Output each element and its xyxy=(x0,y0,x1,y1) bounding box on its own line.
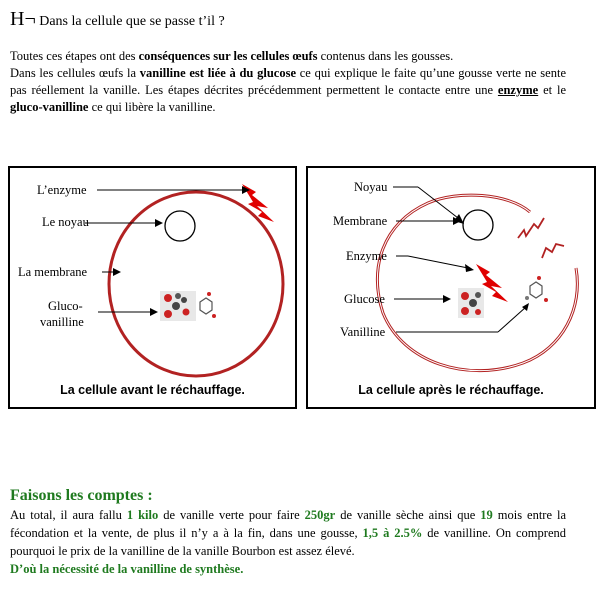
intro-text: Dans les cellules œufs la xyxy=(10,66,140,80)
summary-text: de vanille sèche ainsi que xyxy=(335,508,481,522)
summary-highlight: 250gr xyxy=(304,508,336,522)
summary-highlight: 1 kilo xyxy=(126,508,159,522)
glucose-molecule-icon xyxy=(458,288,484,318)
summary-section xyxy=(10,486,566,578)
membrane-fragment xyxy=(518,218,544,238)
section-letter: H¬ xyxy=(10,8,36,30)
cell-before-diagram xyxy=(10,168,295,407)
cell-before-panel xyxy=(8,166,297,409)
section-title-text: Dans la cellule que se passe t’il ? xyxy=(39,14,225,29)
caption-before: La cellule avant le réchauffage. xyxy=(60,383,245,397)
summary-heading: Faisons les comptes : xyxy=(10,487,153,504)
intro-line-1 xyxy=(10,48,566,65)
summary-text: de vanille verte pour faire xyxy=(158,508,305,522)
intro-text: ce qui explique le faite qu’une gousse verte ne sente pas réellement la vanille. Les étapes décrites précédemment permettent le contacte entre une xyxy=(10,66,566,97)
summary-conclusion: D’où la nécessité de la vanilline de synthèse. xyxy=(10,562,244,576)
gluco-vanilline-molecule-icon xyxy=(160,291,216,321)
label-membrane: Membrane xyxy=(333,214,388,228)
summary-text: Au total, il aura fallu xyxy=(10,508,127,522)
section-title xyxy=(10,8,225,31)
intro-bold: conséquences sur les cellules œufs xyxy=(138,49,318,63)
label-vanilline: Vanilline xyxy=(340,325,386,339)
label-membrane: La membrane xyxy=(18,265,88,279)
intro-line-2 xyxy=(10,65,566,116)
intro-text: contenus dans les gousses. xyxy=(317,49,454,63)
label-nucleus: Le noyau xyxy=(42,215,89,229)
summary-highlight: 1,5 à 2.5% xyxy=(362,526,423,540)
label-gluco: Gluco- xyxy=(48,299,83,313)
label-enzyme: L’enzyme xyxy=(37,183,87,197)
nucleus-circle xyxy=(165,211,195,241)
vanilline-molecule-icon xyxy=(525,276,548,302)
cell-after-panel xyxy=(306,166,596,409)
summary-text: de vanilline. On comprend pourquoi le prix de la vanilline de la vanille Bourbon est assez élevé. xyxy=(10,526,566,558)
summary-highlight: 19 xyxy=(480,508,493,522)
intro-enzyme: enzyme xyxy=(497,83,539,97)
intro-text: ce qui libère la vanilline. xyxy=(88,100,216,114)
label-glucose: Glucose xyxy=(344,292,385,306)
membrane-outline xyxy=(109,192,283,376)
membrane-inner xyxy=(112,195,280,373)
caption-after: La cellule après le réchauffage. xyxy=(358,383,544,397)
intro-paragraph xyxy=(10,48,566,116)
label-vanilline: vanilline xyxy=(40,315,84,329)
label-nucleus: Noyau xyxy=(354,180,388,194)
intro-text: et le xyxy=(538,83,566,97)
summary-paragraph xyxy=(10,506,566,560)
intro-bold: vanilline est liée à du glucose xyxy=(139,66,297,80)
membrane-fragment xyxy=(542,244,564,258)
summary-text: mois entre la fécondation et la vente, de plus il n’y a à la fin, dans une gousse, xyxy=(10,508,567,540)
cell-after-diagram xyxy=(308,168,594,407)
label-enzyme: Enzyme xyxy=(346,249,387,263)
intro-text: Toutes ces étapes ont des xyxy=(10,49,139,63)
nucleus-circle xyxy=(463,210,493,240)
intro-bold: gluco-vanilline xyxy=(10,100,89,114)
